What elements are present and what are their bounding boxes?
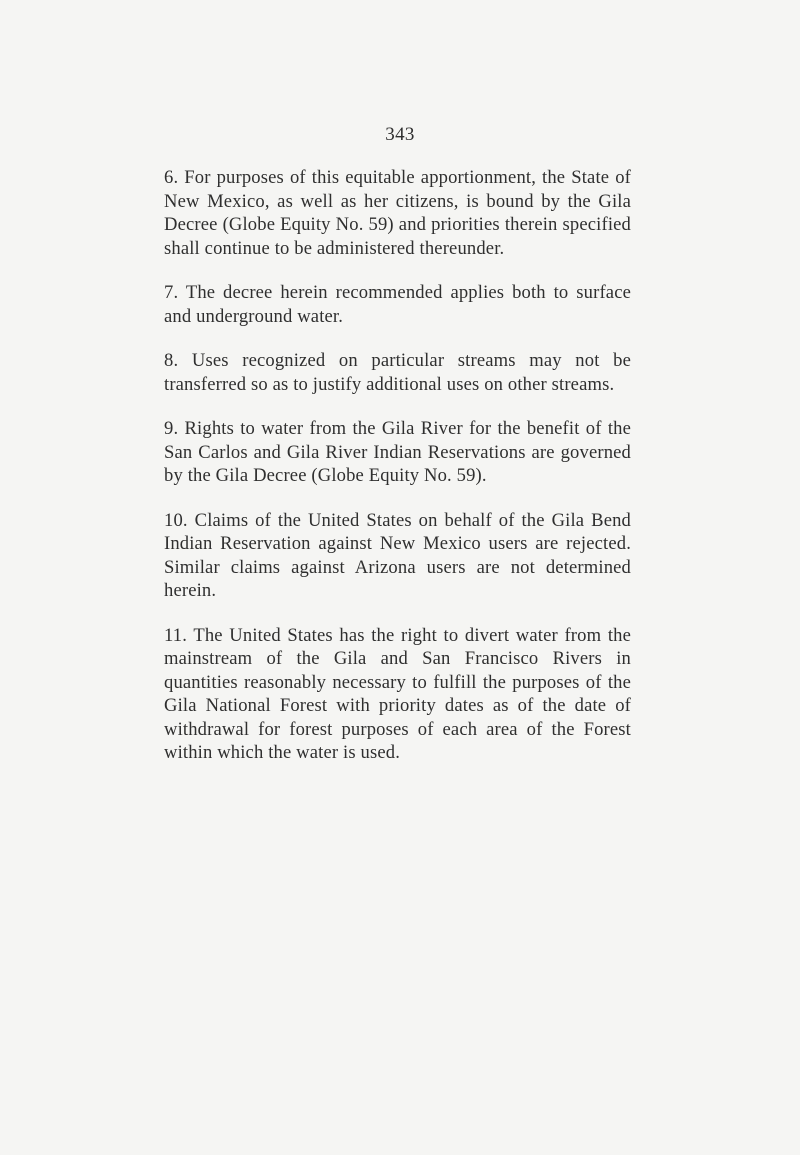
paragraph-8 (164, 349, 631, 396)
paragraph-text: Claims of the United States on behalf of the Gila Bend Indian Reservation against New Mexico users are rejected. Similar claims against Arizona users are not determined herein. (164, 509, 631, 601)
paragraph-number: 11. (164, 624, 188, 646)
document-body (164, 166, 631, 786)
paragraph-text: Rights to water from the Gila River for the benefit of the San Carlos and Gila River Indian Reservations are governed by the Gila Decree (Globe Equity No. 59). (164, 418, 631, 486)
paragraph-11 (164, 624, 631, 765)
paragraph-text: The decree herein recommended applies both to surface and underground water. (164, 282, 631, 327)
paragraph-7 (164, 281, 631, 328)
paragraph-10 (164, 509, 631, 603)
paragraph-number: 6. (164, 167, 179, 188)
paragraph-number: 7. (164, 282, 179, 303)
paragraph-6 (164, 166, 631, 260)
paragraph-text: The United States has the right to divert water from the mainstream of the Gila and San Francisco Rivers in quantities reasonably necessary to fulfill the purposes of the Gila National Forest with priority dates as of the date of withdrawal for forest purposes of each area of the Forest within which the water is used. (164, 624, 631, 763)
paragraph-text: Uses recognized on particular streams may not be transferred so as to justify additional uses on other streams. (164, 350, 631, 395)
page-number: 343 (385, 124, 415, 145)
paragraph-9 (164, 417, 631, 488)
paragraph-number: 10. (164, 509, 188, 531)
paragraph-text: For purposes of this equitable apportionment, the State of New Mexico, as well as her citizens, is bound by the Gila Decree (Globe Equity No. 59) and priorities therein specified shall continue to be administered thereunder. (164, 167, 631, 259)
paragraph-number: 8. (164, 350, 179, 371)
paragraph-number: 9. (164, 418, 179, 439)
